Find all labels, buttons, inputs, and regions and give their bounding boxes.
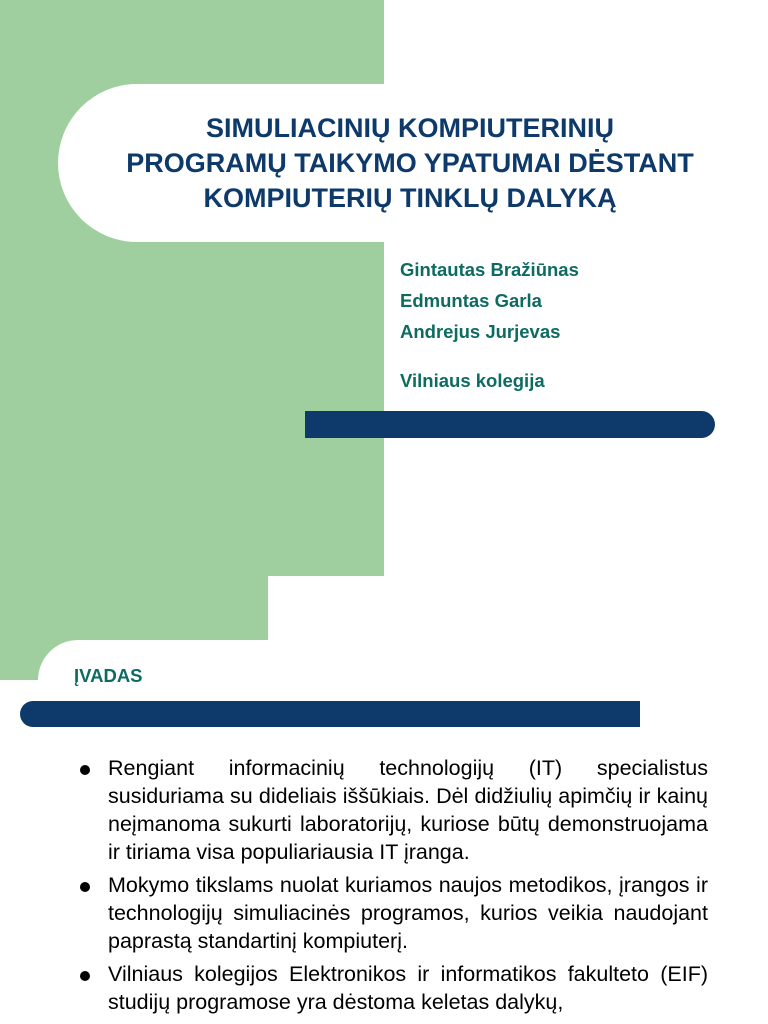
bullet-text: Vilniaus kolegijos Elektronikos ir informatikos fakulteto (EIF) studijų programose yra dėstoma keletas dalykų, (108, 962, 708, 1014)
institution-name: Vilniaus kolegija (400, 370, 545, 391)
author-name: Gintautas Bražiūnas (400, 259, 579, 280)
bullet-text: Rengiant informacinių technologijų (IT) specialistus susiduriama su dideliais iššūkiais. Dėl didžiulių apimčių ir kainų neįmanoma sukurti laboratorijų, kuriose būtų demonstruojama ir tiriama visa populiariausia IT įranga. (108, 756, 708, 864)
bullet-icon (80, 882, 90, 892)
slide-title (60, 111, 760, 216)
section-heading: ĮVADAS (74, 665, 143, 686)
bullet-list (78, 754, 708, 1021)
bullet-text: Mokymo tikslams nuolat kuriamos naujos metodikos, įrangos ir technologijų simuliacinės programos, kurios veikia naudojant paprastą standartinį kompiuterį. (108, 873, 708, 953)
decorative-bar (305, 411, 715, 438)
decorative-bar (20, 701, 640, 727)
list-item (78, 871, 708, 955)
author-list (400, 257, 579, 394)
intro-slide (0, 640, 768, 1024)
list-item (78, 754, 708, 866)
title-line: KOMPIUTERIŲ TINKLŲ DALYKĄ (203, 183, 617, 213)
list-item (78, 960, 708, 1016)
green-background-step (0, 576, 268, 640)
heading-banner (38, 640, 768, 760)
bullet-icon (80, 971, 90, 981)
title-line: SIMULIACINIŲ KOMPIUTERINIŲ (206, 113, 614, 143)
title-line: PROGRAMŲ TAIKYMO YPATUMAI DĖSTANT (126, 148, 694, 178)
author-name: Edmuntas Garla (400, 290, 542, 311)
author-name: Andrejus Jurjevas (400, 321, 561, 342)
bullet-icon (80, 765, 90, 775)
